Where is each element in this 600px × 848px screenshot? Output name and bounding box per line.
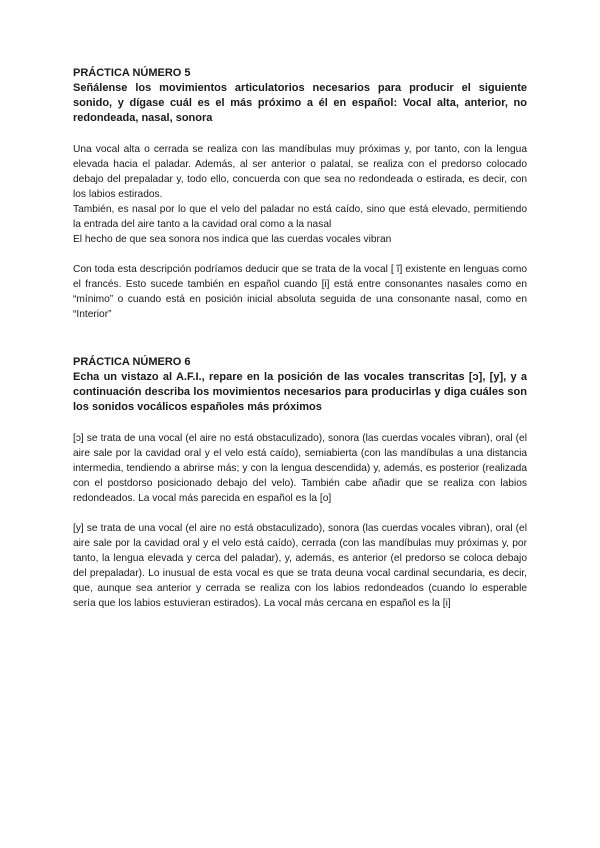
practice-6-prompt: Echa un vistazo al A.F.I., repare en la posición de las vocales transcritas [ɔ], [y], y a continuación describa los movimientos necesarios para producirlas y diga cuáles son los sonidos vocálicos españoles más próximos xyxy=(73,371,527,413)
practice-5-paragraph-4: Con toda esta descripción podríamos deducir que se trata de la vocal [ ĩ] existente en lenguas como el francés. Esto sucede también en español cuando [i] está entre consonantes nasales como en “mínimo” o cuando está en posición inicial absoluta seguida de una consonante nasal, como en “Interior” xyxy=(73,264,527,320)
practice-5-prompt: Señálense los movimientos articulatorios necesarios para producir el siguiente sonido, y dígase cuál es el más próximo a él en español: Vocal alta, anterior, no redondeada, nasal, sonora xyxy=(73,82,527,124)
practice-6-title: PRÁCTICA NÚMERO 6 xyxy=(73,356,191,368)
practice-5-section xyxy=(73,66,527,322)
practice-5-paragraph-2: También, es nasal por lo que el velo del paladar no está caído, sino que está elevado, permitiendo la entrada del aire tanto a la cavidad oral como a la nasal xyxy=(73,204,527,230)
document-page xyxy=(73,66,527,611)
practice-5-paragraph-3: El hecho de que sea sonora nos indica que las cuerdas vocales vibran xyxy=(73,234,392,245)
practice-6-section xyxy=(73,355,527,611)
practice-6-paragraph-2: [y] se trata de una vocal (el aire no está obstaculizado), sonora (las cuerdas vocales vibran), oral (el aire sale por la cavidad oral y el velo está caído), cerrada (con las mandíbulas muy próximas y, por tanto, la lengua elevada y cerca del paladar), y, además, es anterior (el predorso se coloca debajo del prepaladar). Lo inusual de esta vocal es que se trata deuna vocal cardinal secundaria, es decir, que, aunque sea anterior y cerrada se realiza con los labios redondeados (cuando lo esperable sería que los labios estuvieran estirados). La vocal más cercana en español es la [i] xyxy=(73,523,527,609)
practice-6-paragraph-1: [ɔ] se trata de una vocal (el aire no está obstaculizado), sonora (las cuerdas vocales vibran), oral (el aire sale por la cavidad oral y el velo está caído), semiabierta (con las mandíbulas a una distancia intermedia, tendiendo a abrirse más; y con la lengua descendida) y, además, es posterior (realizada con el postdorso posicionado debajo del velo). También cabe añadir que se realiza con labios redondeados. La vocal más parecida en español es la [o] xyxy=(73,433,527,504)
practice-5-paragraph-1: Una vocal alta o cerrada se realiza con las mandíbulas muy próximas y, por tanto, con la lengua elevada hacia el paladar. Además, al ser anterior o palatal, se realiza con el predorso colocado debajo del prepaladar y, todo ello, concuerda con que sea no redondeada o estirada, es decir, con los labios estirados. xyxy=(73,144,527,200)
practice-5-title: PRÁCTICA NÚMERO 5 xyxy=(73,67,191,79)
